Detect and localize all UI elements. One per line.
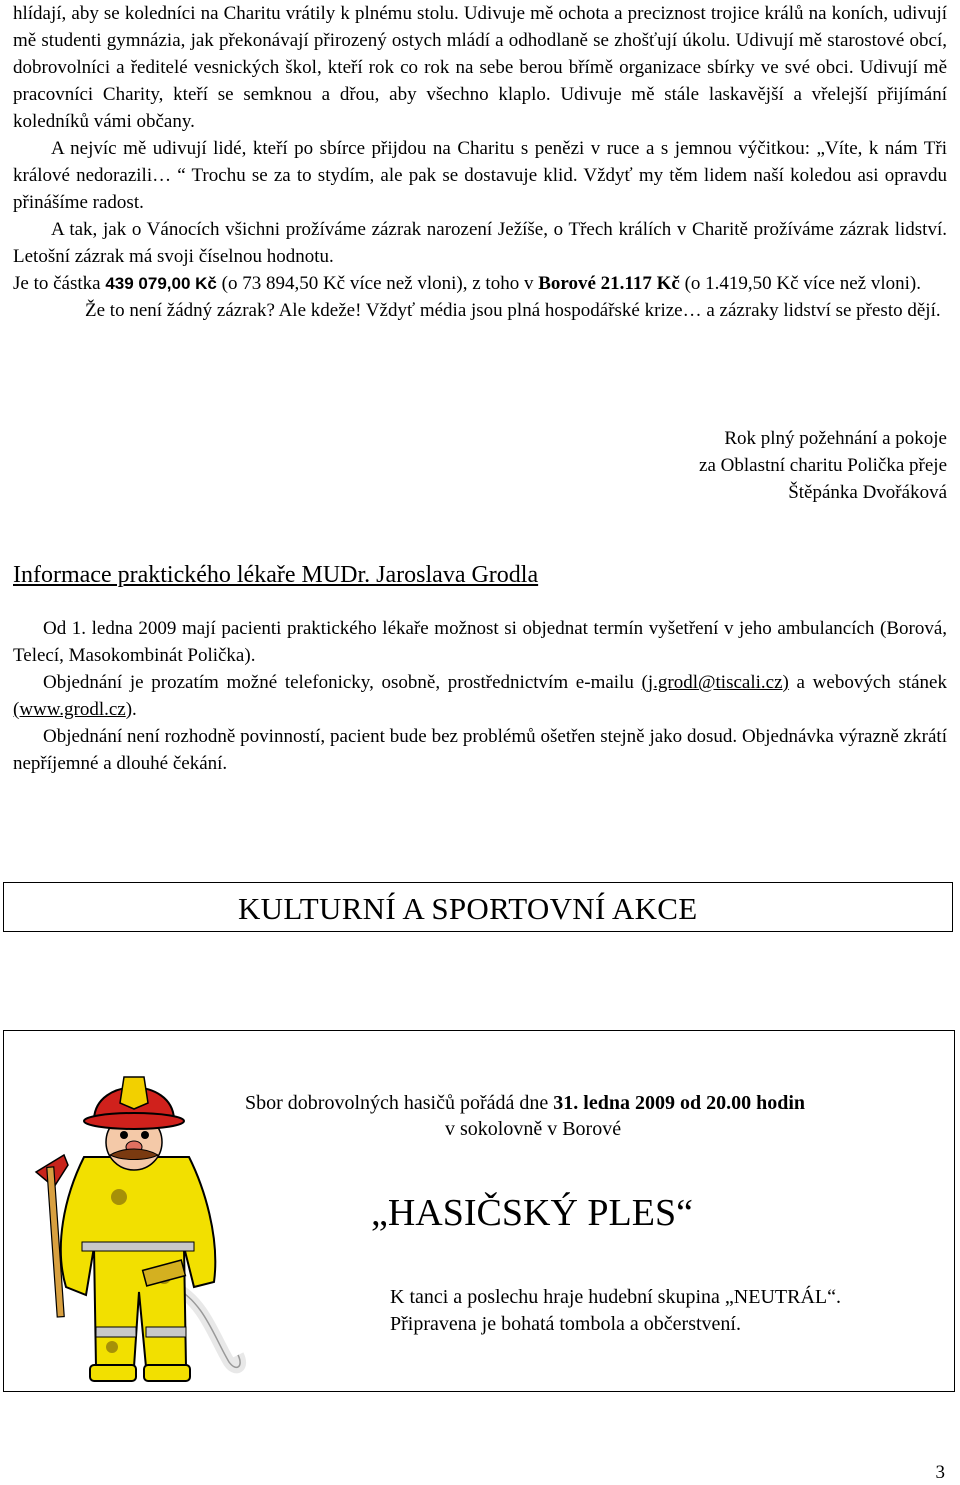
charity-paragraph-2: A nejvíc mě udivují lidé, kteří po sbírce přijdou na Charitu s penězi v ruce a s jemnou výčitkou: „Víte, k nám Tři králové nedorazili… “ Trochu se za to stydím, ale pak se dostavuje klid. Vždyť my těm lidem naší koledou asi opravdu přinášíme radost.: [13, 138, 947, 213]
amount-end: (o 1.419,50 Kč více než vloni).: [679, 273, 921, 294]
contact-intro: Objednání je prozatím možné telefonicky, osobně, prostřednictvím e-mailu: [43, 672, 642, 693]
doctor-paragraph-1: Od 1. ledna 2009 mají pacienti praktického lékaře možnost si objednat termín vyšetření v jeho ambulancích (Borová, Telecí, Masokombinát Polička).: [13, 618, 947, 666]
charity-article: [13, 0, 947, 324]
charity-paragraph-4: [13, 270, 947, 297]
amount-middle: (o 73 894,50 Kč více než vloni), z toho v: [216, 273, 539, 294]
doctor-paragraph-2: [13, 669, 947, 723]
contact-middle: a webových stánek: [788, 672, 947, 693]
event-venue: v sokolovně v Borové: [445, 1118, 622, 1140]
event-organizer-text: Sbor dobrovolných hasičů pořádá dne: [245, 1092, 554, 1114]
total-amount: 439 079,00 Kč: [105, 274, 217, 293]
page-number: 3: [935, 1462, 945, 1483]
email-link[interactable]: (j.grodl@tiscali.cz): [641, 672, 789, 693]
event-title: „HASIČSKÝ PLES“: [371, 1192, 693, 1234]
culture-title: KULTURNÍ A SPORTOVNÍ AKCE: [238, 891, 698, 926]
event-tombola-line: Připravena je bohatá tombola a občerstvení.: [390, 1313, 741, 1335]
doctor-paragraph-3: Objednání není rozhodně povinností, pacient bude bez problémů ošetřen stejně jako dosud. Objednávka výrazně zkrátí nepříjemné a dlouhé čekání.: [13, 726, 947, 774]
amount-intro: Je to částka: [13, 273, 106, 294]
signature-line-2: za Oblastní charitu Polička přeje: [699, 455, 947, 476]
event-music-line: K tanci a poslechu hraje hudební skupina „NEUTRÁL“.: [390, 1286, 841, 1308]
contact-end: ).: [125, 699, 137, 720]
fireman-illustration: [24, 1037, 254, 1387]
event-date: 31. ledna 2009 od 20.00 hodin: [553, 1092, 805, 1114]
charity-paragraph-5: Že to není žádný zázrak? Ale kdeže! Vždyť média jsou plná hospodářské krize… a zázraky lidství se přesto dějí.: [85, 300, 941, 321]
website-link[interactable]: (www.grodl.cz: [13, 699, 126, 720]
signature-name: Štěpánka Dvořáková: [788, 482, 947, 503]
event-details: [390, 1284, 841, 1338]
event-box: [3, 1030, 955, 1392]
charity-paragraph-1: hlídají, aby se koledníci na Charitu vrátily k plnému stolu. Udivuje mě ochota a preciznost trojice králů na koních, udivují mě studenti gymnázia, jak překonávají přirozený ostych mládí a odhodlaně se zhošťují úkolu. Udivují mě starostové obcí, dobrovolníci a ředitelé vesnických škol, kteří rok co rok na sebe berou břímě organizace sbírky ve své obci. Udivují mě pracovníci Charity, kteří se semknou a dřou, aby všechno klaplo. Udivuje mě stále laskavější a vřelejší přijímání koledníků vámi občany.: [13, 3, 947, 132]
event-organizer-line: [245, 1090, 805, 1116]
borova-amount: Borové 21.117 Kč: [538, 273, 680, 294]
culture-banner: [3, 882, 953, 932]
doctor-heading: Informace praktického lékaře MUDr. Jaroslava Grodla: [13, 562, 539, 588]
doctor-article: [13, 615, 947, 777]
charity-paragraph-3: A tak, jak o Vánocích všichni prožíváme zázrak narození Ježíše, o Třech králích v Charitě prožíváme zázrak lidství. Letošní zázrak má svoji číselnou hodnotu.: [13, 219, 947, 267]
signature-line-1: Rok plný požehnání a pokoje: [724, 428, 947, 449]
signature-block: [699, 425, 947, 506]
